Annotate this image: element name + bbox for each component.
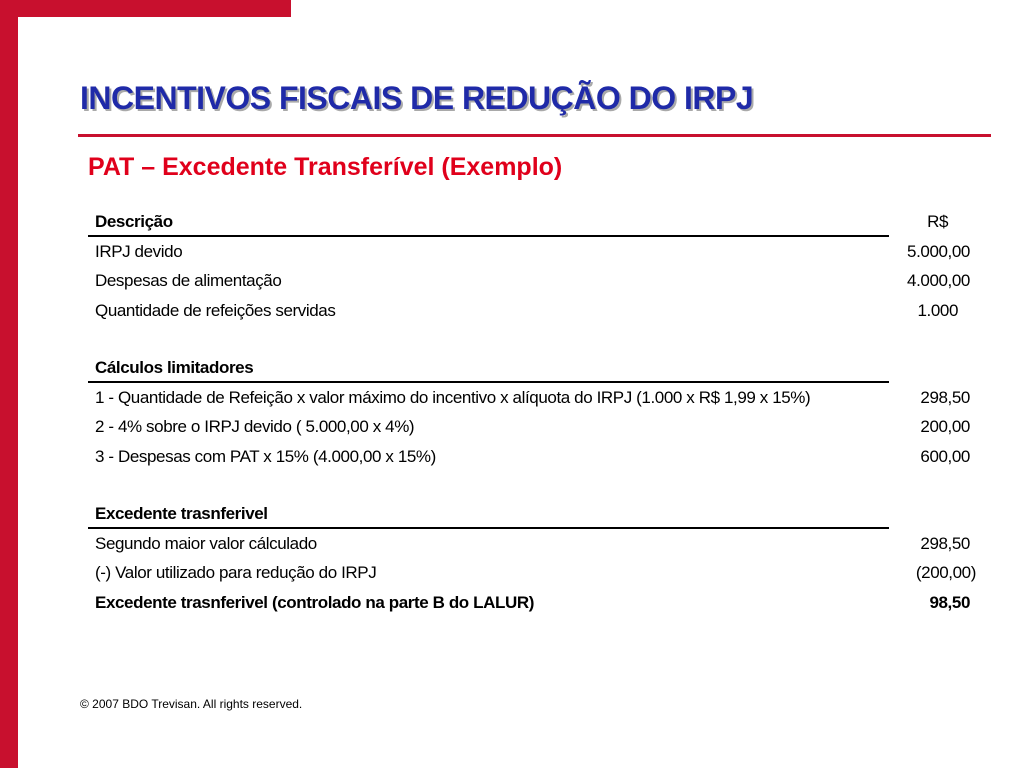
row-description: 1 - Quantidade de Refeição x valor máximo do incentivo x alíquota do IRPJ (1.000 x R$ 1,99 x 15%) bbox=[95, 387, 811, 407]
table-row bbox=[88, 442, 988, 472]
row-description: (-) Valor utilizado para redução do IRPJ bbox=[95, 563, 377, 582]
row-description: 2 - 4% sobre o IRPJ devido ( 5.000,00 x 4%) bbox=[95, 417, 415, 436]
section-title-excess: Excedente trasnferivel bbox=[95, 504, 268, 523]
left-accent-bar bbox=[0, 0, 18, 768]
total-value: 98,50 bbox=[929, 592, 970, 612]
copyright-footer: © 2007 BDO Trevisan. All rights reserved. bbox=[80, 697, 303, 711]
table-row bbox=[88, 296, 988, 326]
table-row bbox=[88, 383, 988, 413]
row-value: 5.000,00 bbox=[907, 241, 970, 261]
section-header-row bbox=[88, 499, 988, 529]
table-row bbox=[88, 529, 988, 559]
row-description: Quantidade de refeições servidas bbox=[95, 300, 336, 320]
table-header-row bbox=[88, 207, 988, 237]
row-value: 200,00 bbox=[920, 417, 970, 436]
top-accent-bar bbox=[0, 0, 291, 17]
table-row bbox=[88, 558, 988, 588]
table-row bbox=[88, 266, 988, 296]
row-value: (200,00) bbox=[915, 563, 976, 582]
header-description: Descrição bbox=[95, 212, 173, 231]
section-title-limits: Cálculos limitadores bbox=[95, 358, 254, 377]
title-divider bbox=[78, 134, 991, 137]
page-title: INCENTIVOS FISCAIS DE REDUÇÃO DO IRPJ bbox=[80, 80, 754, 116]
calculation-table bbox=[88, 207, 988, 617]
table-row bbox=[88, 412, 988, 442]
row-value: 1.000 bbox=[917, 300, 958, 320]
row-description: IRPJ devido bbox=[95, 241, 183, 261]
section-header-row bbox=[88, 353, 988, 383]
page-subtitle: PAT – Excedente Transferível (Exemplo) bbox=[88, 153, 563, 181]
total-description: Excedente trasnferivel (controlado na parte B do LALUR) bbox=[95, 592, 534, 612]
row-value: 4.000,00 bbox=[907, 271, 970, 290]
header-value: R$ bbox=[927, 212, 948, 231]
row-description: 3 - Despesas com PAT x 15% (4.000,00 x 15%) bbox=[95, 446, 436, 466]
row-value: 298,50 bbox=[920, 533, 970, 553]
row-description: Despesas de alimentação bbox=[95, 271, 282, 290]
table-spacer bbox=[88, 471, 988, 499]
total-row bbox=[88, 588, 988, 618]
row-value: 298,50 bbox=[920, 387, 970, 407]
row-description: Segundo maior valor cálculado bbox=[95, 533, 317, 553]
table-spacer bbox=[88, 325, 988, 353]
table-row bbox=[88, 237, 988, 267]
row-value: 600,00 bbox=[920, 446, 970, 466]
